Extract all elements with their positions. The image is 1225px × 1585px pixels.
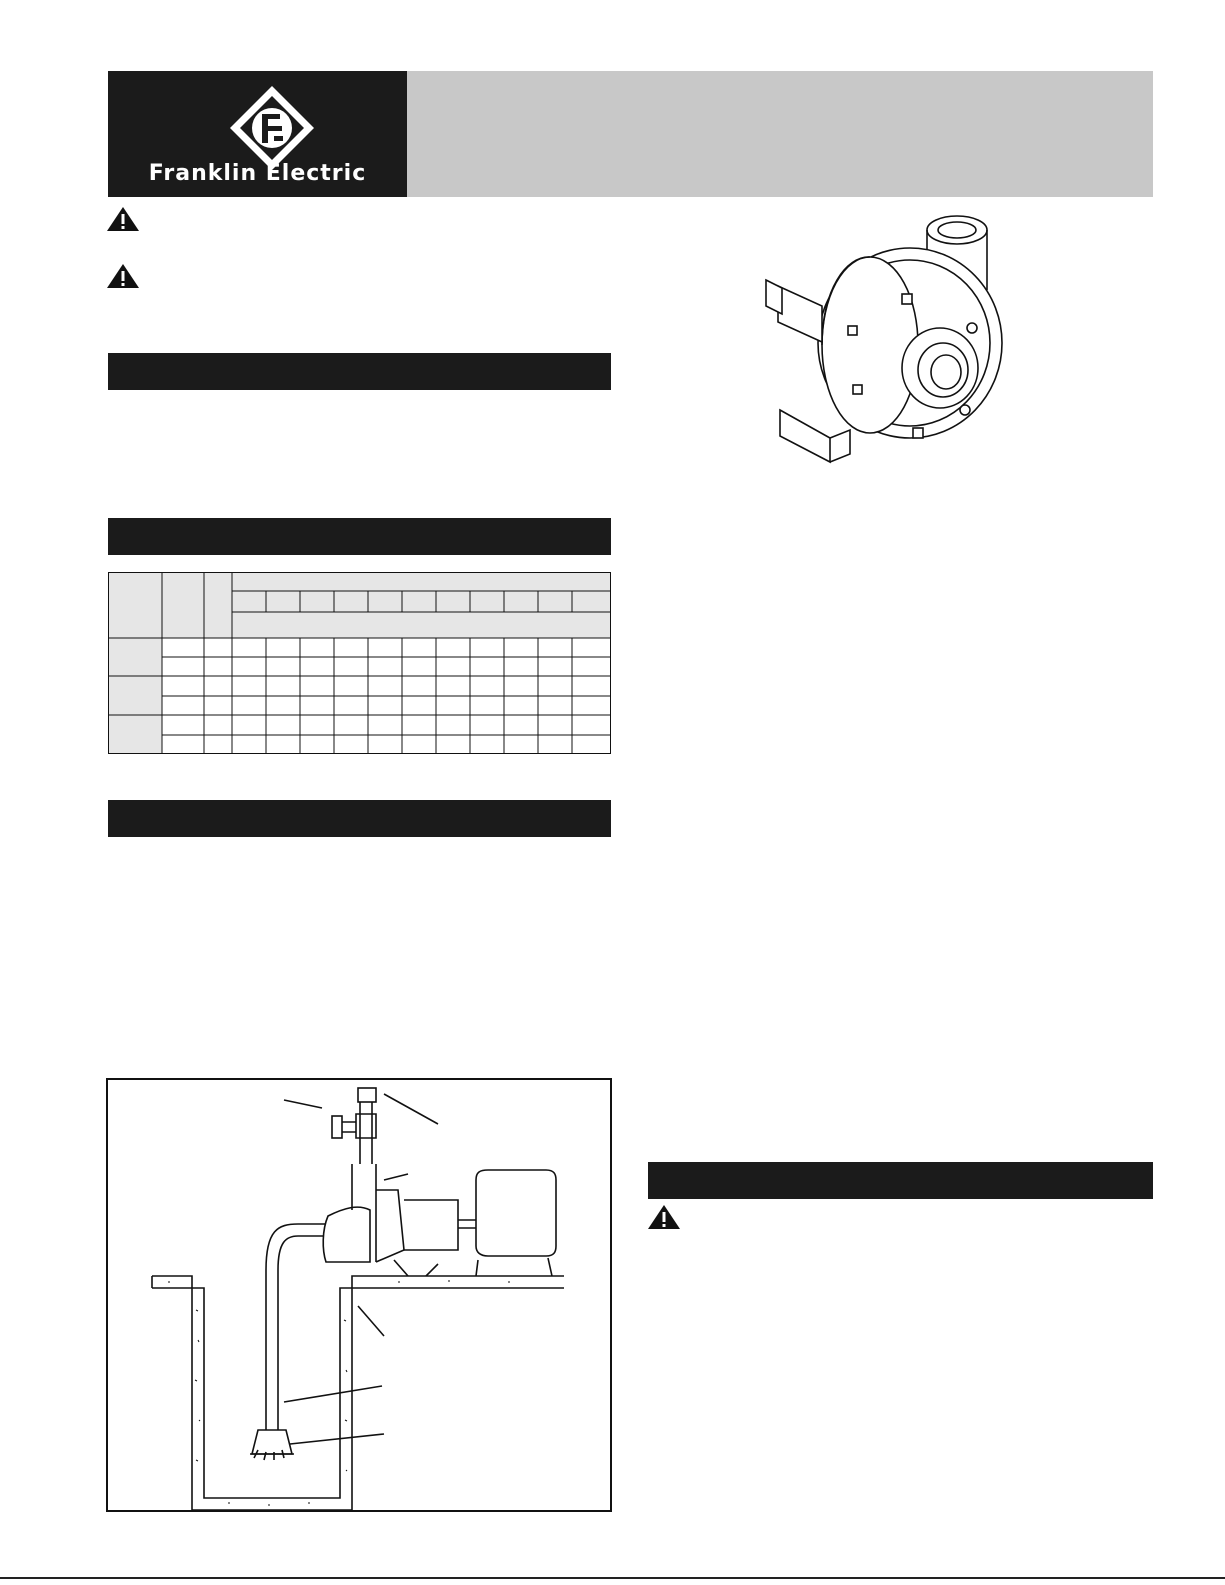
section-bar-1 — [108, 353, 611, 390]
warning-triangle-icon — [106, 206, 140, 232]
centrifugal-pump-illustration — [760, 210, 1010, 472]
section-bar-3 — [108, 800, 611, 837]
warning-triangle-icon — [647, 1204, 681, 1230]
franklin-electric-logo-icon — [228, 84, 316, 172]
section-bar-2 — [108, 518, 611, 555]
header-title-bar — [407, 71, 1153, 197]
brand-name: Franklin Electric — [148, 161, 367, 186]
section-bar-4 — [648, 1162, 1153, 1199]
warning-triangle-icon — [106, 263, 140, 289]
footer-rule — [0, 1577, 1225, 1579]
performance-table — [108, 572, 611, 754]
installation-drawing — [108, 1080, 610, 1510]
pump-installation-diagram — [106, 1078, 612, 1512]
